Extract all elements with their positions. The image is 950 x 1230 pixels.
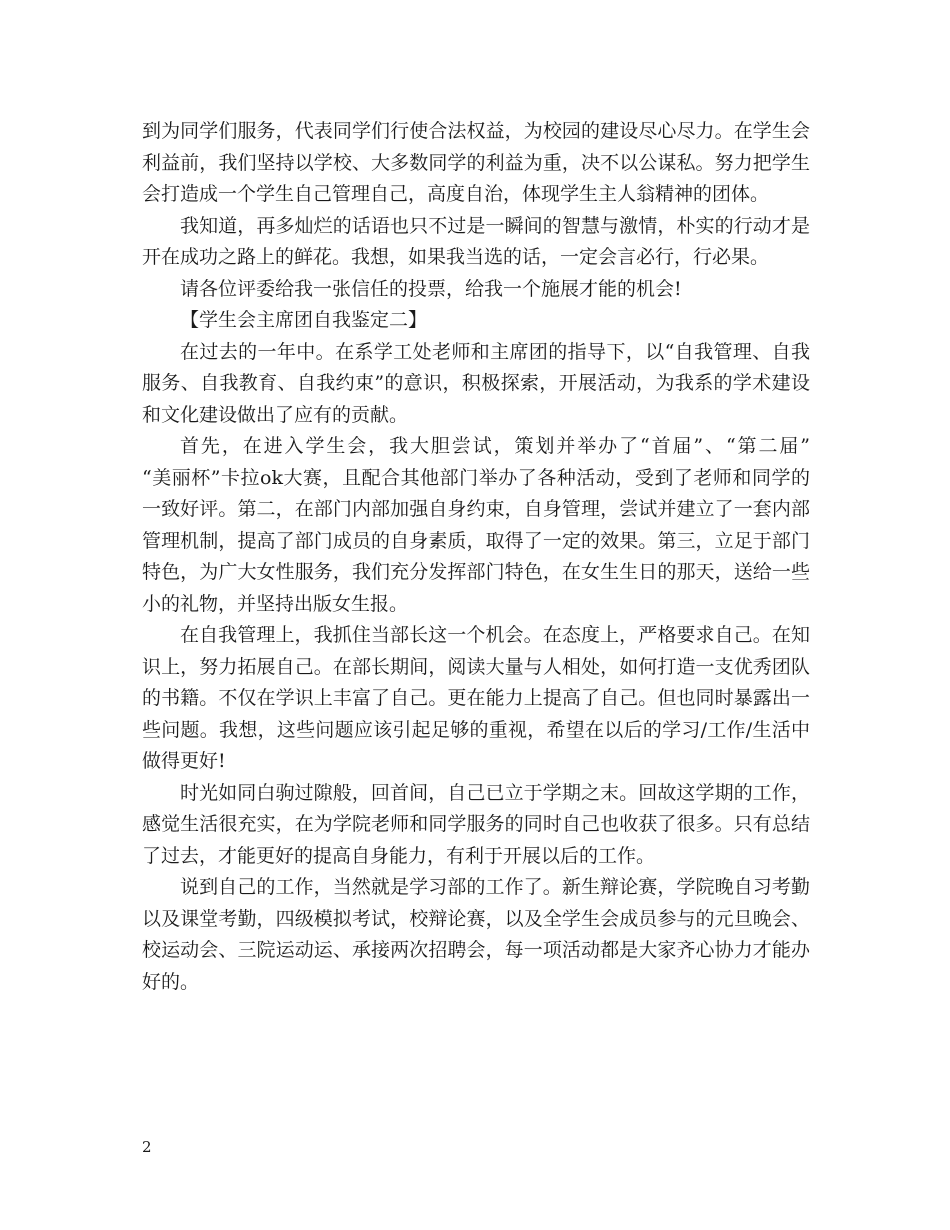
text-line: 做得更好! xyxy=(142,750,226,772)
text-line: 感觉生活很充实，在为学院老师和同学服务的同时自己也收获了很多。只有总结 xyxy=(142,813,810,835)
text-line: 特色，为广大女性服务，我们充分发挥部门特色，在女生生日的那天，送给一些 xyxy=(142,561,810,583)
text-line: 我知道，再多灿烂的话语也只不过是一瞬间的智慧与激情，朴实的行动才是 xyxy=(180,214,810,237)
text-line: “美丽杯”卡拉ok大赛，且配合其他部门举办了各种活动，受到了老师和同学的 xyxy=(142,466,810,489)
text-line: 说到自己的工作，当然就是学习部的工作了。新生辩论赛，学院晚自习考勤 xyxy=(180,876,810,898)
text-line: 时光如同白驹过隙般，回首间，自己已立于学期之末。回故这学期的工作， xyxy=(180,781,810,804)
text-line: 了过去，才能更好的提高自身能力，有利于开展以后的工作。 xyxy=(142,844,656,867)
text-line: 开在成功之路上的鲜花。我想，如果我当选的话，一定会言必行，行必果。 xyxy=(142,246,770,268)
text-line: 利益前，我们坚持以学校、大多数同学的利益为重，决不以公谋私。努力把学生 xyxy=(142,151,810,174)
page-number: 2 xyxy=(142,1138,152,1156)
text-line: 和文化建设做出了应有的贡献。 xyxy=(142,403,409,426)
text-line: 在自我管理上，我抓住当部长这一个机会。在态度上，严格要求自己。在知 xyxy=(180,624,810,646)
text-line: 在过去的一年中。在系学工处老师和主席团的指导下，以“自我管理、自我 xyxy=(180,340,810,363)
text-line: 的书籍。不仅在学识上丰富了自己。更在能力上提高了自己。但也同时暴露出一 xyxy=(142,687,810,709)
text-line: 校运动会、三院运动运、承接两次招聘会，每一项活动都是大家齐心协力才能办 xyxy=(142,939,810,961)
text-line: 小的礼物，并坚持出版女生报。 xyxy=(142,592,409,615)
text-line: 到为同学们服务，代表同学们行使合法权益，为校园的建设尽心尽力。在学生会 xyxy=(142,120,810,142)
text-line: 管理机制，提高了部门成员的自身素质，取得了一定的效果。第三，立足于部门 xyxy=(142,529,810,552)
text-line: 首先，在进入学生会，我大胆尝试，策划并举办了“首届”、“第二届” xyxy=(180,435,810,457)
text-line: 服务、自我教育、自我约束”的意识，积极探索，开展活动，为我系的学术建设 xyxy=(142,372,810,394)
text-line: 请各位评委给我一张信任的投票，给我一个施展才能的机会! xyxy=(180,277,682,300)
text-line: 识上，努力拓展自己。在部长期间，阅读大量与人相处，如何打造一支优秀团队 xyxy=(142,655,810,678)
document-page xyxy=(142,116,810,998)
text-line: 会打造成一个学生自己管理自己，高度自治，体现学生主人翁精神的团体。 xyxy=(142,183,770,205)
text-line: 以及课堂考勤，四级模拟考试，校辩论赛，以及全学生会成员参与的元旦晚会、 xyxy=(142,907,810,930)
text-line: 一致好评。第二，在部门内部加强自身约束，自身管理，尝试并建立了一套内部 xyxy=(142,498,810,520)
text-line: 些问题。我想，这些问题应该引起足够的重视，希望在以后的学习/工作/生活中 xyxy=(142,718,810,741)
section-heading: 【学生会主席团自我鉴定二】 xyxy=(180,309,428,331)
text-line: 好的。 xyxy=(142,970,200,993)
